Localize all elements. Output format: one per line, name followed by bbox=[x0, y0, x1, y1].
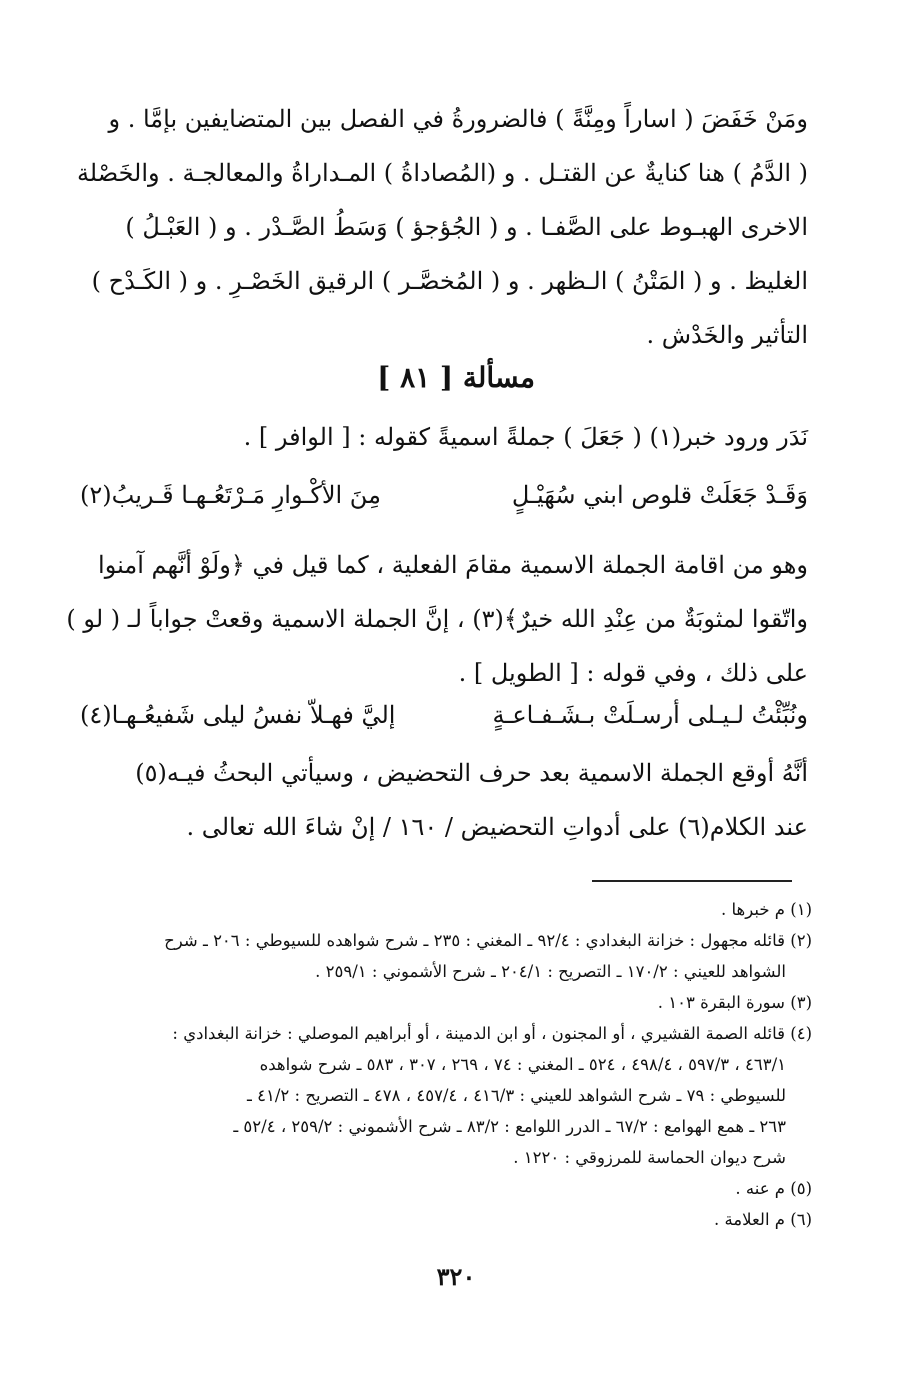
paragraph-explanation bbox=[76, 92, 808, 362]
footnote-line: ٤٦٣/١ ، ٥٩٧/٣ ، ٤٩٨/٤ ، ٥٢٤ ـ المغني : ٧٤ ، ٢٦٩ ، ٣٠٧ ، ٥٨٣ ـ شرح شواهده bbox=[259, 1055, 786, 1074]
paragraph-intro bbox=[80, 410, 808, 464]
paragraph-commentary bbox=[66, 538, 808, 700]
text-line: على ذلك ، وفي قوله : [ الطويل ] . bbox=[458, 659, 808, 687]
verse-first-hemistich: ونُبِّئْتُ لـيـلى أرسـلَتْ بـشَـفـاعـةٍ bbox=[492, 701, 808, 729]
poetry-verse bbox=[80, 690, 808, 740]
page-number: ٣٢٠ bbox=[436, 1262, 476, 1291]
section-heading: مسألة [ ٨١ ] bbox=[377, 361, 535, 394]
footnote-line: (٤) قائله الصمة القشيري ، أو المجنون ، أو ابن الدمينة ، أو أبراهيم الموصلي : خزانة البغدادي : bbox=[172, 1024, 812, 1043]
text-line: عند الكلام(٦) على أدواتِ التحضيض / ١٦٠ / إنْ شاءَ الله تعالى . bbox=[186, 813, 808, 841]
footnote-line: (٣) سورة البقرة ١٠٣ . bbox=[657, 993, 812, 1012]
footnote-line: (١) م خبرها . bbox=[721, 900, 812, 919]
footnote-line: للسيوطي : ٧٩ ـ شرح الشواهد للعيني : ٤١٦/٣ ، ٤٥٧/٤ ، ٤٧٨ ـ التصريح : ٤١/٢ ـ bbox=[247, 1086, 786, 1105]
footnote-line: (٦) م العلامة . bbox=[713, 1210, 812, 1229]
text-line: وهو من اقامة الجملة الاسمية مقامَ الفعلية ، كما قيل في ﴿ولَوْ أنَّهم آمنوا bbox=[98, 551, 808, 579]
footnote-line: (٢) قائله مجهول : خزانة البغدادي : ٩٢/٤ ـ المغني : ٢٣٥ ـ شرح شواهده للسيوطي : ٢٠٦ ـ شرح bbox=[164, 931, 812, 950]
poetry-verse bbox=[80, 470, 808, 520]
text-line: الاخرى الهبـوط على الصَّفـا . و ( الجُؤجؤ ) وَسَطُ الصَّـدْر . و ( العَبْـلُ ) bbox=[125, 213, 808, 241]
text-line: الغليظ . و ( المَتْنُ ) الـظهر . و ( المُخصَّـر ) الرقيق الخَصْـرِ . و ( الكَـدْح ) bbox=[91, 267, 808, 295]
verse-second-hemistich: مِنَ الأكْـوارِ مَـرْتَعُـهـا قَـريبُ(٢) bbox=[80, 481, 381, 509]
text-line: نَدَر ورود خبر(١) ( جَعَلَ ) جملةً اسميةً كقوله : [ الوافر ] . bbox=[243, 423, 808, 451]
text-line: ومَنْ خَفَضَ ( اساراً ومِنَّةً ) فالضرورةُ في الفصل بين المتضايفين بإمَّا . و bbox=[108, 105, 808, 133]
verse-second-hemistich: إليَّ فهـلاّ نفسُ ليلى شَفيعُـهـا(٤) bbox=[80, 701, 396, 729]
text-line: التأثير والخَدْش . bbox=[646, 321, 808, 349]
footnote-line: (٥) م عنه . bbox=[735, 1179, 812, 1198]
footnotes bbox=[80, 894, 812, 1235]
footnote-line: الشواهد للعيني : ١٧٠/٢ ـ التصريح : ٢٠٤/١ ـ شرح الأشموني : ٢٥٩/١ . bbox=[315, 962, 786, 981]
text-line: واتّقوا لمثوبَةٌ من عِنْدِ الله خيرٌ﴾(٣) ، إنَّ الجملة الاسمية وقعتْ جواباً لـ ( لو ) bbox=[66, 605, 808, 633]
paragraph-conclusion bbox=[80, 746, 808, 854]
verse-first-hemistich: وَقَـدْ جَعَلَتْ قلوص ابني سُهَيْـلٍ bbox=[511, 481, 808, 509]
footnote-line: شرح ديوان الحماسة للمرزوقي : ١٢٢٠ . bbox=[513, 1148, 786, 1167]
text-line: ( الدَّمُ ) هنا كنايةٌ عن القتـل . و (المُصاداةُ ) المـداراةُ والمعالجـة . والخَصْلة bbox=[76, 159, 808, 187]
footnote-line: ٢٦٣ ـ همع الهوامع : ٦٧/٢ ـ الدرر اللوامع : ٨٣/٢ ـ شرح الأشموني : ٢٥٩/٢ ، ٥٢/٤ ـ bbox=[233, 1117, 786, 1136]
footnote-divider bbox=[592, 880, 792, 882]
text-line: أنَّهُ أوقع الجملة الاسمية بعد حرف التحضيض ، وسيأتي البحثُ فيـه(٥) bbox=[135, 759, 808, 787]
